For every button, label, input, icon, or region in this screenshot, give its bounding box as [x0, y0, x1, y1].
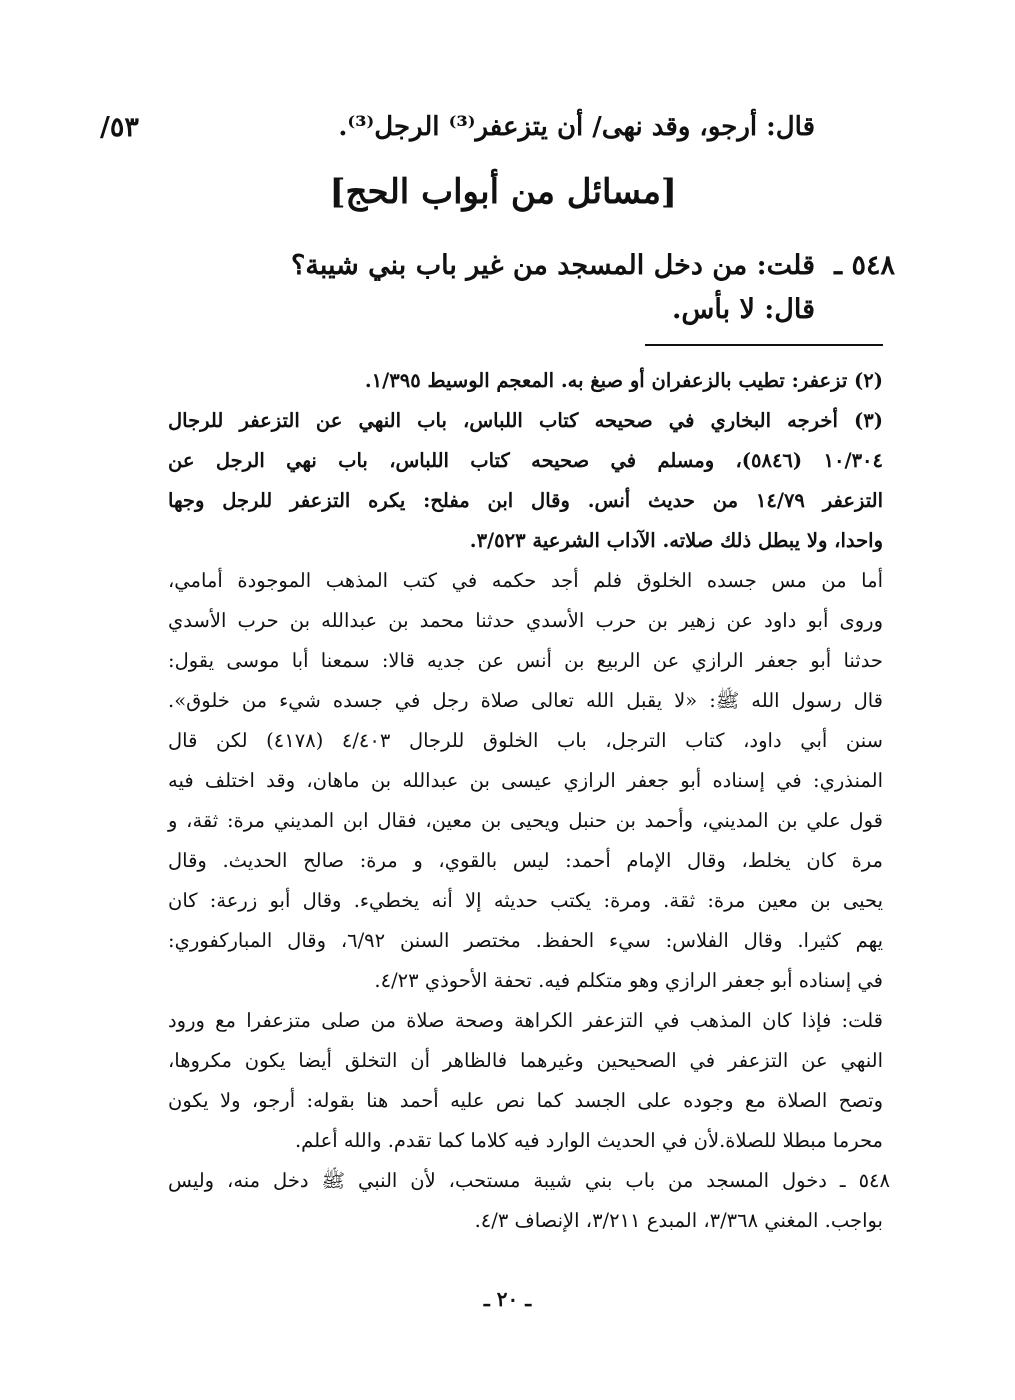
- footnote-line: واحدا، ولا يبطل ذلك صلاته. الآداب الشرعية ٣/٥٢٣.: [469, 529, 883, 552]
- footnote-line: وتصح الصلاة مع وجوده على الجسد كما نص عليه أحمد هنا بقوله: أرجو، ولا يكون: [168, 1089, 883, 1112]
- question-number: ٥٤٨ ـ: [834, 250, 895, 281]
- question-text: قلت: من دخل المسجد من غير باب بني شيبة؟: [291, 250, 815, 281]
- footnote-line: (٣) أخرجه البخاري في صحيحه كتاب اللباس، باب النهي عن التزعفر للرجال: [168, 409, 883, 432]
- footnote-548-line-1: ٥٤٨ ـ دخول المسجد من باب بني شيبة مستحب، لأن النبي ﷺ دخل منه، وليس: [168, 1169, 890, 1192]
- footnote-line: النهي عن التزعفر في الصحيحين وغيرهما فالظاهر أن التخلق أيضا يكون مكروها،: [168, 1049, 883, 1072]
- footnote-548-line-2: بواجب. المغني ٣/٣٦٨، المبدع ٣/٢١١، الإنصاف ٤/٣.: [474, 1209, 883, 1232]
- continuation-line: قال: أرجو، وقد نهى/ أن يتزعفر⁽³⁾ الرجل⁽³⁾.: [338, 112, 815, 142]
- footnote-line: ١٠/٣٠٤ (٥٨٤٦)، ومسلم في صحيحه كتاب اللباس، باب نهي الرجل عن: [168, 449, 883, 472]
- footnote-line: قال رسول الله ﷺ: «لا يقبل الله تعالى صلاة رجل في جسده شيء من خلوق».: [168, 689, 883, 712]
- footnote-line: وروى أبو داود عن زهير بن حرب الأسدي حدثنا محمد بن عبدالله بن حرب الأسدي: [168, 609, 883, 632]
- footnote-line: يحيى بن معين مرة: ثقة. ومرة: يكتب حديثه إلا أنه يخطيء. وقال أبو زرعة: كان: [168, 889, 883, 912]
- footnote-line: في إسناده أبو جعفر الرازي وهو متكلم فيه. تحفة الأحوذي ٤/٢٣.: [374, 969, 883, 992]
- footnote-line: سنن أبي داود، كتاب الترجل، باب الخلوق للرجال ٤/٤٠٣ (٤١٧٨) لكن قال: [168, 729, 883, 752]
- footnote-line: حدثنا أبو جعفر الرازي عن الربيع بن أنس عن جديه قالا: سمعنا أبا موسى يقول:: [168, 649, 883, 672]
- footnote-line: قلت: فإذا كان المذهب في التزعفر الكراهة وصحة صلاة من صلى متزعفرا مع ورود: [168, 1009, 883, 1032]
- footnote-line: أما من مس جسده الخلوق فلم أجد حكمه في كتب المذهب الموجودة أمامي،: [168, 569, 883, 592]
- footnote-line: محرما مبطلا للصلاة.لأن في الحديث الوارد فيه كلاما كما تقدم. والله أعلم.: [294, 1129, 883, 1152]
- answer-text: قال: لا بأس.: [671, 294, 815, 325]
- marginal-page-reference: ٥٣/: [100, 112, 139, 143]
- footnote-line: قول علي بن المديني، وأحمد بن حنبل ويحيى بن معين، فقال ابن المديني مرة: ثقة، و: [168, 809, 883, 832]
- footnote-line: (٢) تزعفر: تطيب بالزعفران أو صبغ به. المعجم الوسيط ١/٣٩٥.: [364, 369, 883, 392]
- footnote-line: يهم كثيرا. وقال الفلاس: سيء الحفظ. مختصر السنن ٦/٩٢، وقال المباركفوري:: [168, 929, 883, 952]
- footnote-line: المنذري: في إسناده أبو جعفر الرازي عيسى بن عبدالله بن ماهان، وقد اختلف فيه: [168, 769, 883, 792]
- page-number: ـ ٢٠ ـ: [483, 1287, 532, 1311]
- footnote-line: مرة كان يخلط، وقال الإمام أحمد: ليس بالقوي، و مرة: صالح الحديث. وقال: [168, 849, 883, 872]
- footnote-line: التزعفر ١٤/٧٩ من حديث أنس. وقال ابن مفلح: يكره التزعفر للرجل وجها: [168, 489, 883, 512]
- section-title: [مسائل من أبواب الحج]: [329, 172, 677, 212]
- footnote-separator: [645, 344, 883, 346]
